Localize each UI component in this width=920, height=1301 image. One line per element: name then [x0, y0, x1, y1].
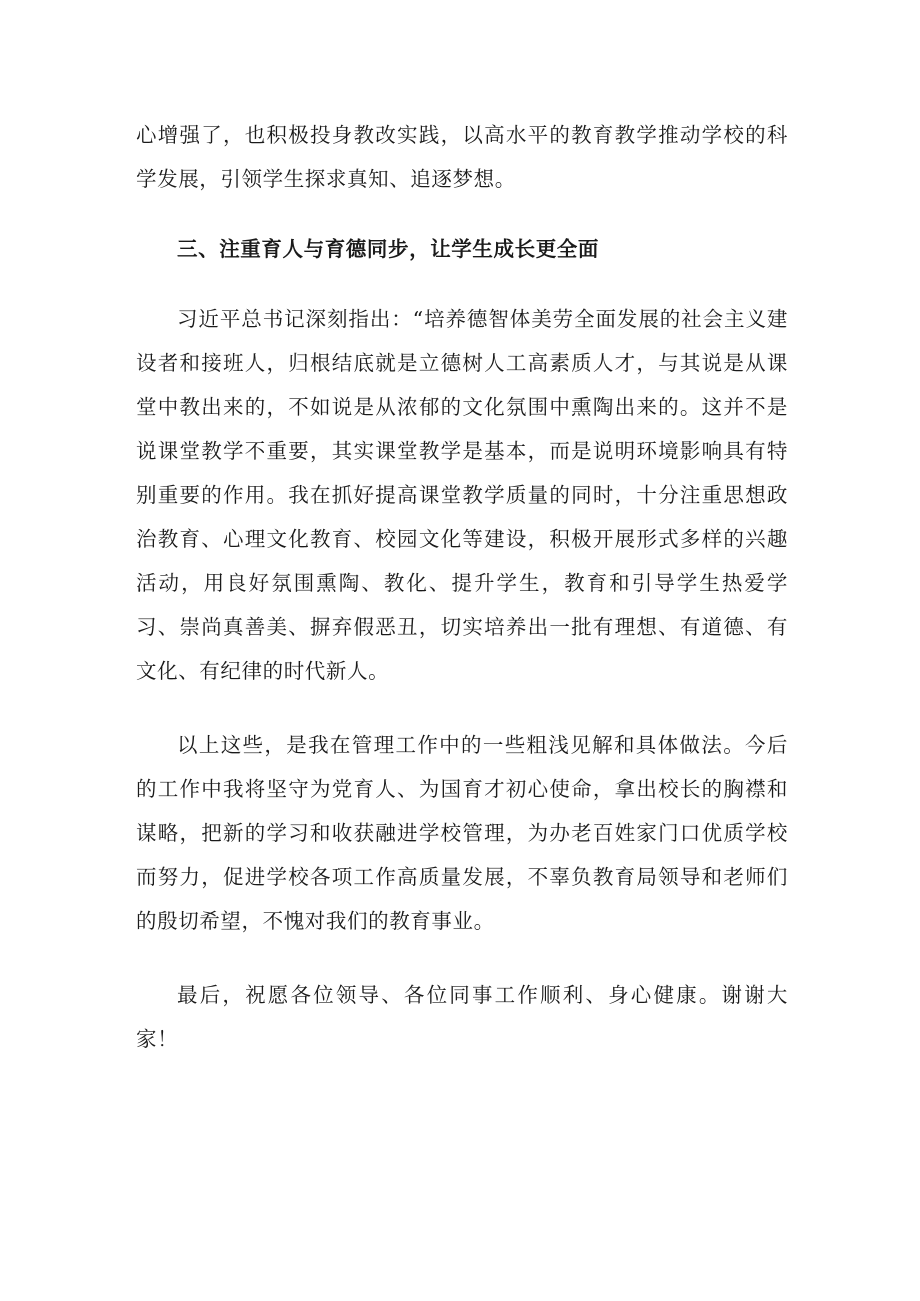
paragraph-moral-education: 习近平总书记深刻指出：“培养德智体美劳全面发展的社会主义建设者和接班人，归根结底就是立德树人工高素质人才，与其说是从课堂中教出来的，不如说是从浓郁的文化氛围中熏陶出来的。这并不是说课堂教学不重要，其实课堂教学是基本，而是说明环境影响具有特别重要的作用。我在抓好提高课堂教学质量的同时，十分注重思想政治教育、心理文化教育、校园文化等建设，积极开展形式多样的兴趣活动，用良好氛围熏陶、教化、提升学生，教育和引导学生热爱学习、崇尚真善美、摒弃假恶丑，切实培养出一批有理想、有道德、有文化、有纪律的时代新人。 — [136, 307, 788, 683]
section-heading: 三、注重育人与育德同步，让学生成长更全面 — [177, 237, 599, 261]
paragraph-future-work: 以上这些，是我在管理工作中的一些粗浅见解和具体做法。今后的工作中我将坚守为党育人、为国育才初心使命，拿出校长的胸襟和谋略，把新的学习和收获融进学校管理，为办老百姓家门口优质学校而努力，促进学校各项工作高质量发展，不辜负教育局领导和老师们的殷切希望，不愧对我们的教育事业。 — [136, 733, 788, 933]
document-body — [136, 113, 788, 1061]
paragraph-closing: 最后，祝愿各位领导、各位同事工作顺利、身心健康。谢谢大家！ — [136, 983, 788, 1051]
paragraph-continued: 心增强了，也积极投身教改实践，以高水平的教育教学推动学校的科学发展，引领学生探求真知、追逐梦想。 — [136, 123, 788, 191]
